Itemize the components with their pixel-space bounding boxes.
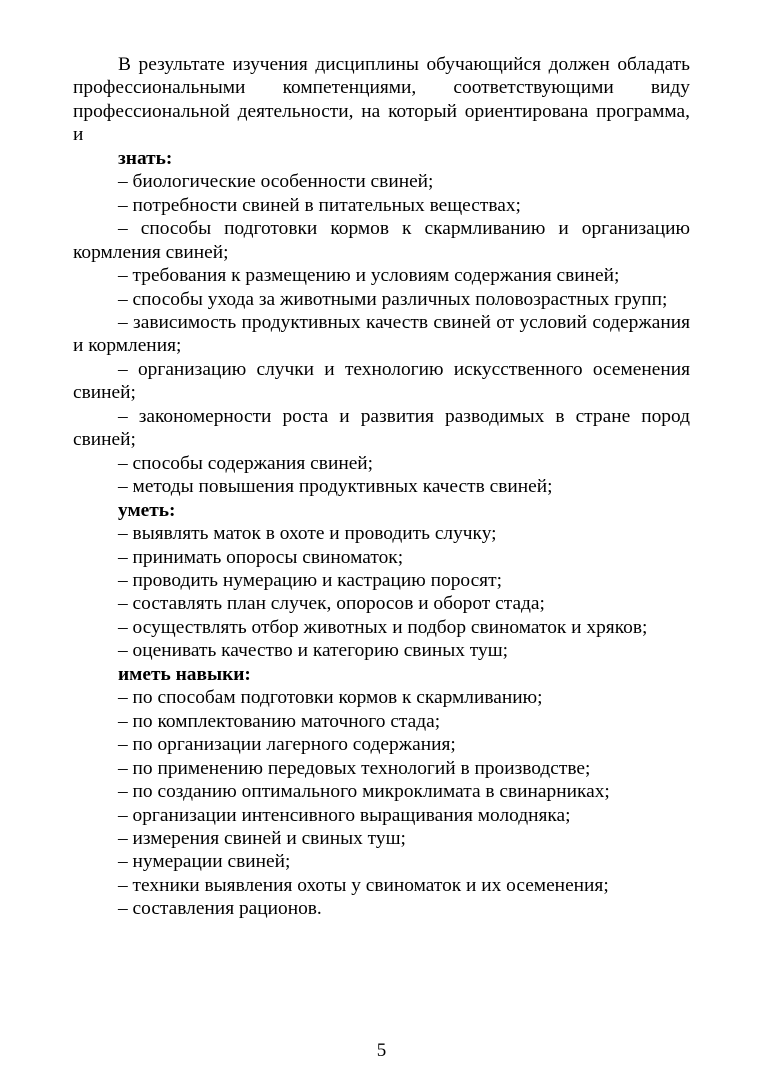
list-item: – измерения свиней и свиных туш; [118,827,406,849]
list-item: – нумерации свиней; [118,851,291,873]
list-item: – осуществлять отбор животных и подбор свиноматок и хряков; [118,616,648,638]
page-number: 5 [376,1040,387,1061]
list-item: – организацию случки и технологию искусственного осеменения свиней; [73,358,690,404]
list-item: – техники выявления охоты у свиноматок и их осеменения; [118,874,609,896]
section-heading-know: знать: [118,147,173,169]
list-item: – требования к размещению и условиям содержания свиней; [118,265,620,287]
list-item: – составления рационов. [118,898,322,920]
list-item: – принимать опоросы свиноматок; [118,546,404,568]
list-item: – потребности свиней в питательных веществах; [118,194,521,216]
list-item: – биологические особенности свиней; [118,171,434,193]
list-item: – выявлять маток в охоте и проводить случку; [118,523,497,545]
list-item: – проводить нумерацию и кастрацию поросят; [118,569,502,591]
list-item: – способы ухода за животными различных половозрастных групп; [118,288,668,310]
document-body [73,53,690,921]
list-item: – по созданию оптимального микроклимата в свинарниках; [118,781,610,803]
list-item: – по способам подготовки кормов к скармливанию; [118,687,543,709]
list-item: – составлять план случек, опоросов и оборот стада; [118,593,545,615]
list-item: – способы содержания свиней; [118,452,374,474]
list-item: – закономерности роста и развития разводимых в стране пород свиней; [73,405,690,451]
list-item: – зависимость продуктивных качеств свиней от условий содержания и кормления; [73,311,690,357]
list-item: – по применению передовых технологий в производстве; [118,757,591,779]
list-item: – оценивать качество и категорию свиных туш; [118,640,509,662]
list-item: – по комплектованию маточного стада; [118,710,441,732]
list-item: – методы повышения продуктивных качеств свиней; [118,476,553,498]
list-item: – организации интенсивного выращивания молодняка; [118,804,571,826]
section-heading-skills: иметь навыки: [118,663,251,685]
section-heading-can: уметь: [118,499,176,521]
list-item: – по организации лагерного содержания; [118,734,456,756]
list-item: – способы подготовки кормов к скармливанию и организацию кормления свиней; [73,218,690,263]
intro-paragraph: В результате изучения дисциплины обучающийся должен обладать профессиональными компетенциями, соответствующими виду профессиональной деятельности, на который ориентирована программа, и [73,54,690,146]
